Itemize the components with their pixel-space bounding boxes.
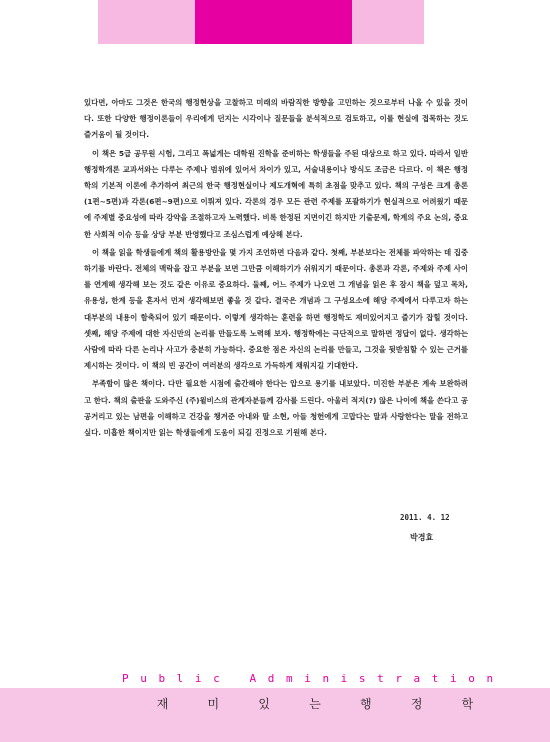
top-bar-segment [195, 0, 352, 44]
footer-english-band [0, 670, 550, 688]
top-bar-segment [424, 0, 550, 44]
preface-body [84, 95, 468, 441]
top-color-bar [0, 0, 550, 44]
footer-korean-title [140, 688, 491, 720]
footer-korean-char: 있 [258, 697, 271, 711]
footer-korean-char: 는 [309, 697, 322, 711]
footer-korean-char: 미 [207, 697, 221, 711]
paragraph: 이 책을 읽을 학생들에게 책의 활용방안을 몇 가지 조언하면 다음과 같다. 첫째, 부분보다는 전체를 파악하는 데 집중하기를 바란다. 전체의 맥락을 잡고 부분을 보면 그만큼 이해하기가 쉬워지기 때문이다. 총론과 각론, 주제와 주제 사이를 연계해 생각해 보는 것도 같은 이유로 중요하다. 둘째, 어느 주제가 나오면 그 개념을 읽은 후 잠시 책을 덮고 목차, 유용성, 한계 등을 혼자서 먼저 생각해보면 좋을 것 같다. 결국은 개념과 그 구성요소에 해당 주제에서 다루고자 하는 대부분의 내용이 함축되어 있기 때문이다. 이렇게 생각하는 훈련을 하면 행정학도 재미있어지고 즐기가 잡힐 것이다. 셋째, 해당 주제에 대한 자신만의 논리를 만들도록 노력해 보자. 행정학에는 극단적으로 말하면 정답이 없다. 생각하는 사람에 따라 다른 논리나 사고가 충분히 가능하다. 중요한 점은 자신의 논리를 만들고, 그것을 뒷받침할 수 있는 근거를 제시하는 것이다. 이 책의 빈 공간이 여러분의 생각으로 가득하게 채워지길 기대한다. [84, 247, 468, 371]
footer-korean-char: 행 [360, 697, 373, 711]
top-bar-segment [352, 0, 424, 44]
top-bar-segment [98, 0, 195, 44]
signature-date: 2011. 4. 12 [400, 513, 450, 522]
paragraph: 있다면, 아마도 그것은 한국의 행정현상을 고찰하고 미래의 바람직한 방향을 고민하는 것으로부터 나올 수 있을 것이다. 또한 다양한 행정이론들이 우리에게 던지는 시각이나 질문들을 분석적으로 검토하고, 이를 현실에 접목하는 것도 즐거움이 될 것이다. [84, 98, 468, 140]
top-bar-segment [0, 0, 98, 44]
footer-korean-char: 정 [410, 697, 424, 711]
footer-korean-char: 재 [156, 697, 170, 711]
paragraph: 이 책은 5급 공무원 시험, 그리고 폭넓게는 대학원 진학을 준비하는 학생들을 주된 대상으로 하고 있다. 따라서 일반 행정학개론 교과서와는 다루는 주제나 범위에 있어서 차이가 있고, 서술내용이나 방식도 조금은 다르다. 이 책은 행정학의 기본적 이론에 추가하여 최근의 한국 행정현실이나 제도개혁에 특히 초점을 맞추고 있다. 책의 구성은 크게 총론(1편~5편)과 각론(6편~9편)으로 이뤄져 있다. 각론의 경우 모든 관련 주제를 포괄하기가 현실적으로 어려웠기 때문에 주제별 중요성에 따라 강약을 조절하고자 노력했다. 비록 한정된 지면이긴 하지만 기출문제, 학계의 주요 논의, 중요한 사회적 이슈 등을 상당 부분 반영했다고 조심스럽게 예상해 본다. [84, 148, 468, 239]
paragraph: 부족함이 많은 책이다. 다만 필요한 시점에 출간해야 한다는 압으로 용기를 내보았다. 미진한 부분은 계속 보완하려고 한다. 책의 출판을 도와주신 (주)윌비스의 관계자분들께 감사를 드린다. 아울러 적지(?) 않은 나이에 책을 쓴다고 공공거리고 있는 남편을 이해하고 건강을 챙겨준 아내와 딸 소현, 아들 청헌에게 고맙다는 말과 사랑한다는 말을 전하고 싶다. 미흡한 책이지만 읽는 학생들에게 도움이 되길 진정으로 기원해 본다. [84, 379, 468, 438]
footer-korean-char: 학 [461, 697, 475, 711]
bottom-strip [0, 720, 550, 742]
signature-author: 박경효 [410, 533, 434, 542]
footer-english-title: Public Administration [122, 672, 505, 685]
footer-korean-band [0, 688, 550, 720]
